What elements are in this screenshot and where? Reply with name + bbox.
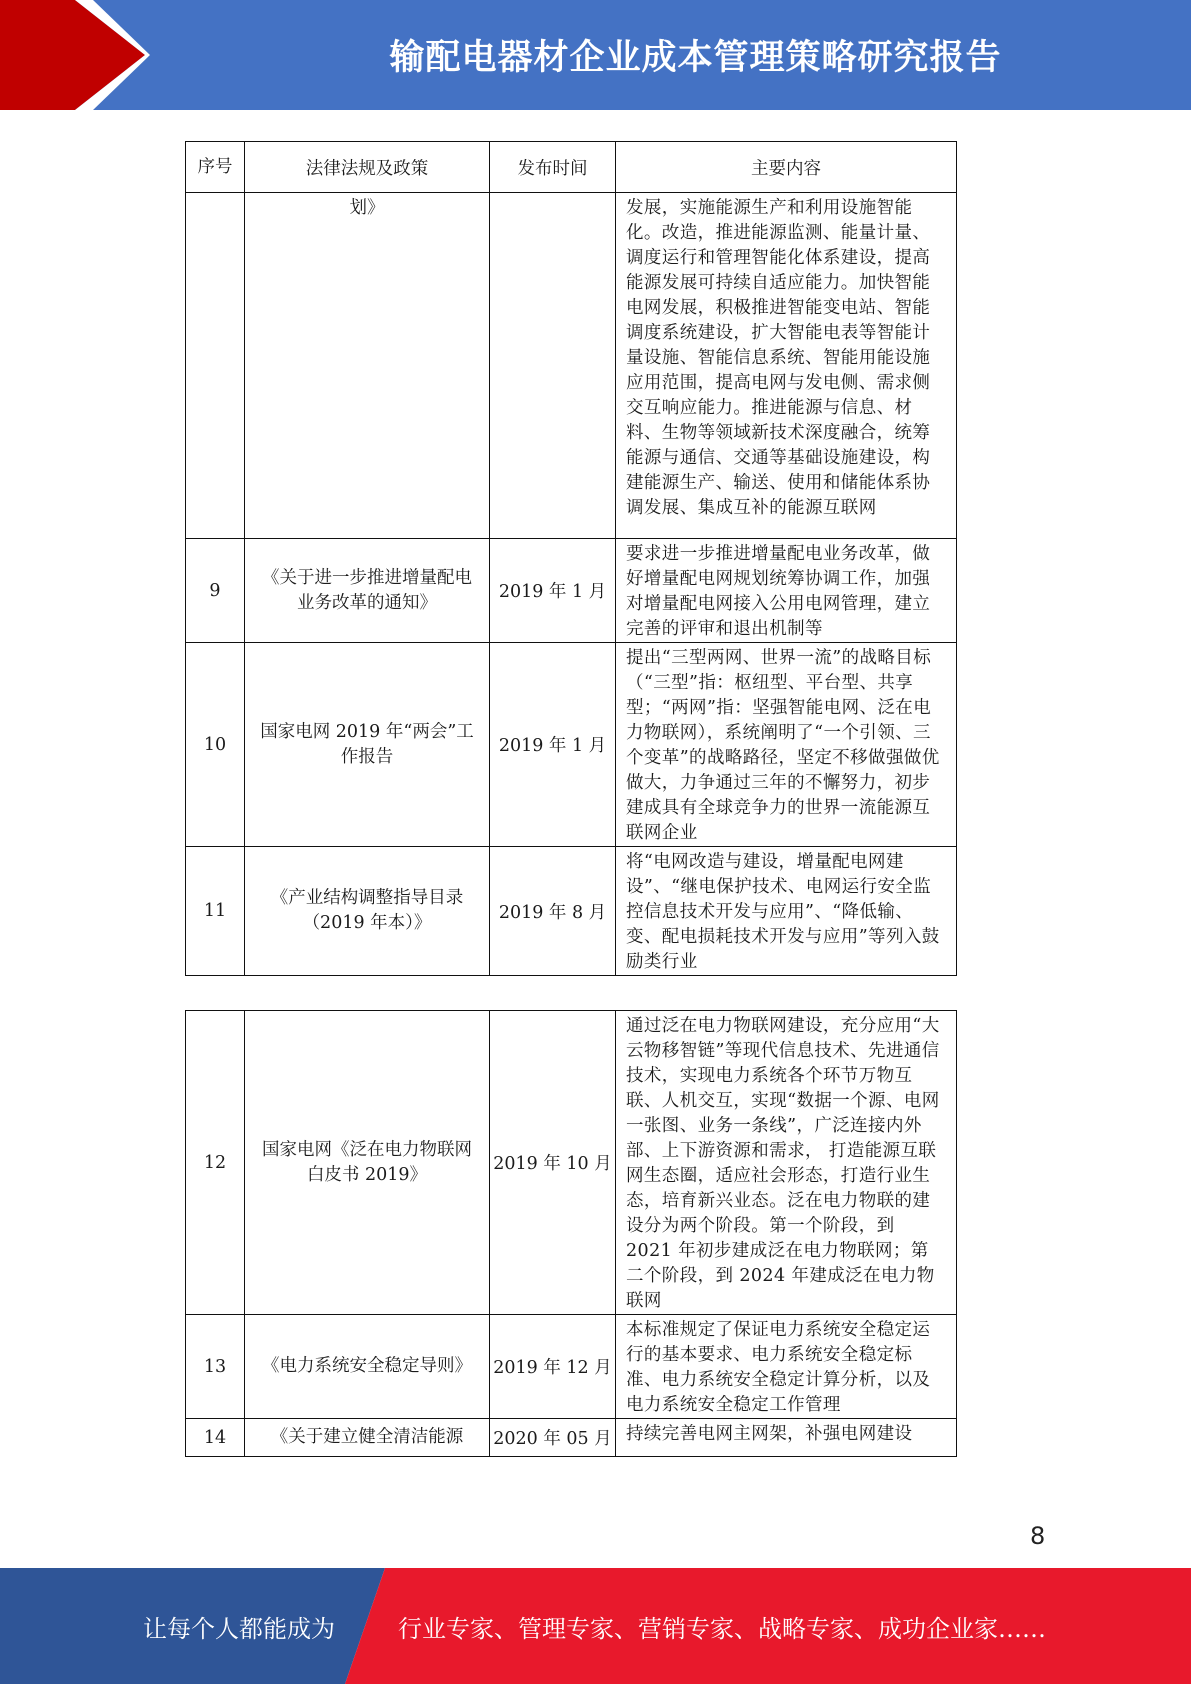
- row-law: 《关于建立健全清洁能源: [245, 1419, 490, 1457]
- row-date: 2019 年 10 月: [490, 1011, 616, 1315]
- policy-table-top: [185, 141, 957, 976]
- row-law: 《电力系统安全稳定导则》: [245, 1315, 490, 1419]
- header-seq: 序号: [186, 142, 245, 193]
- footer-slogan-right: 行业专家、管理专家、营销专家、战略专家、成功企业家……: [398, 1614, 1046, 1643]
- row-date: 2019 年 12 月: [490, 1315, 616, 1419]
- table-row: [186, 1315, 957, 1419]
- header-law: 法律法规及政策: [245, 142, 490, 193]
- row-seq: 11: [186, 847, 245, 976]
- row-seq: 12: [186, 1011, 245, 1315]
- header-date: 发布时间: [490, 142, 616, 193]
- row-content: 持续完善电网主网架，补强电网建设: [616, 1419, 957, 1457]
- row-content: 发展，实施能源生产和利用设施智能化。改造，推进能源监测、能量计量、调度运行和管理智能化体系建设，提高能源发展可持续自适应能力。加快智能电网发展，积极推进智能变电站、智能调度系统建设，扩大智能电表等智能计量设施、智能信息系统、智能用能设施应用范围，提高电网与发电侧、需求侧交互响应能力。推进能源与信息、材料、生物等领域新技术深度融合，统筹能源与通信、交通等基础设施建设，构建能源生产、输送、使用和储能体系协调发展、集成互补的能源互联网: [616, 193, 957, 539]
- row-seq: 13: [186, 1315, 245, 1419]
- page-footer: [0, 1568, 1191, 1684]
- row-law: 划》: [245, 193, 490, 539]
- row-date: 2020 年 05 月: [490, 1419, 616, 1457]
- table-row: [186, 847, 957, 976]
- row-content: 将“电网改造与建设，增量配电网建设”、“继电保护技术、电网运行安全监控信息技术开发与应用”、“降低输、变、配电损耗技术开发与应用”等列入鼓励类行业: [616, 847, 957, 976]
- row-seq: 14: [186, 1419, 245, 1457]
- header-content: 主要内容: [616, 142, 957, 193]
- row-date: 2019 年 8 月: [490, 847, 616, 976]
- row-content: 要求进一步推进增量配电业务改革，做好增量配电网规划统筹协调工作，加强对增量配电网接入公用电网管理，建立完善的评审和退出机制等: [616, 539, 957, 643]
- report-title: 输配电器材企业成本管理策略研究报告: [389, 38, 1002, 78]
- table-row: [186, 1419, 957, 1457]
- page-header: [0, 0, 1191, 110]
- row-content: 本标准规定了保证电力系统安全稳定运行的基本要求、电力系统安全稳定标准、电力系统安全稳定计算分析，以及电力系统安全稳定工作管理: [616, 1315, 957, 1419]
- table-header-row: [186, 142, 957, 193]
- row-law: 国家电网《泛在电力物联网白皮书 2019》: [245, 1011, 490, 1315]
- page-number: 8: [1030, 1522, 1046, 1550]
- table-row: [186, 539, 957, 643]
- row-law: 国家电网 2019 年“两会”工作报告: [245, 643, 490, 847]
- row-date: 2019 年 1 月: [490, 539, 616, 643]
- row-seq: 10: [186, 643, 245, 847]
- row-seq: [186, 193, 245, 539]
- row-law: 《关于进一步推进增量配电业务改革的通知》: [245, 539, 490, 643]
- row-date: 2019 年 1 月: [490, 643, 616, 847]
- row-content: 通过泛在电力物联网建设，充分应用“大云物移智链”等现代信息技术、先进通信技术，实现电力系统各个环节万物互联、人机交互，实现“数据一个源、电网一张图、业务一条线”，广泛连接内外部、上下游资源和需求， 打造能源互联网生态圈，适应社会形态，打造行业生态，培育新兴业态。泛在电力物联的建设分为两个阶段。第一个阶段，到 2021 年初步建成泛在电力物联网；第二个阶段，到 2024 年建成泛在电力物联网: [616, 1011, 957, 1315]
- table-row: [186, 1011, 957, 1315]
- row-content: 提出“三型两网、世界一流”的战略目标（“三型”指：枢纽型、平台型、共享型；“两网”指：坚强智能电网、泛在电力物联网），系统阐明了“一个引领、三个变革”的战略路径，坚定不移做强做优做大，力争通过三年的不懈努力，初步建成具有全球竞争力的世界一流能源互联网企业: [616, 643, 957, 847]
- row-seq: 9: [186, 539, 245, 643]
- policy-table-bottom: [185, 1010, 957, 1457]
- footer-slogan-left: 让每个人都能成为: [143, 1614, 335, 1643]
- table-row: [186, 193, 957, 539]
- row-date: [490, 193, 616, 539]
- row-law: 《产业结构调整指导目录（2019 年本）》: [245, 847, 490, 976]
- table-row: [186, 643, 957, 847]
